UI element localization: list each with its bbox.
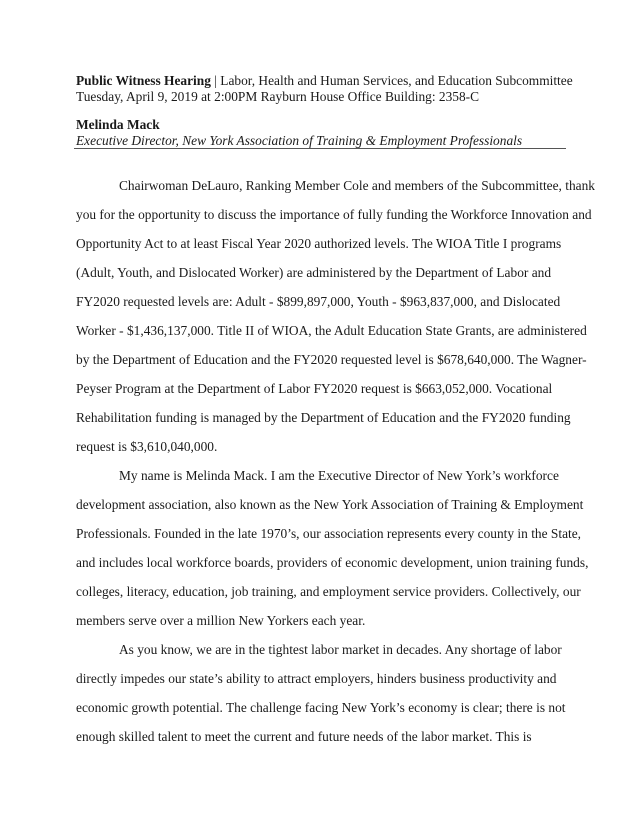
paragraph-1-line-2: you for the opportunity to discuss the importance of fully funding the Workforce Innovation and [76, 207, 592, 222]
paragraph-2-line-4: and includes local workforce boards, providers of economic development, union training funds, [76, 555, 589, 570]
paragraph-2-line-1: My name is Melinda Mack. I am the Executive Director of New York’s workforce [119, 468, 559, 483]
paragraph-3-line-3: economic growth potential. The challenge facing New York’s economy is clear; there is not [76, 700, 566, 715]
paragraph-2-line-5: colleges, literacy, education, job training, and employment service providers. Collectively, our [76, 584, 581, 599]
paragraph-1-line-1: Chairwoman DeLauro, Ranking Member Cole and members of the Subcommittee, thank [119, 178, 595, 193]
subcommittee-name: | Labor, Health and Human Services, and Education Subcommittee [210, 73, 573, 88]
hearing-title: Public Witness Hearing [76, 73, 211, 88]
paragraph-3-line-4: enough skilled talent to meet the current and future needs of the labor market. This is [76, 729, 532, 744]
paragraph-1-line-9: Rehabilitation funding is managed by the Department of Education and the FY2020 funding [76, 410, 571, 425]
hearing-header [76, 73, 576, 105]
paragraph-1-line-8: Peyser Program at the Department of Labor FY2020 request is $663,052,000. Vocational [76, 381, 553, 396]
paragraph-1-line-7: by the Department of Education and the FY2020 requested level is $678,640,000. The Wagner- [76, 352, 587, 367]
paragraph-1-line-6: Worker - $1,436,137,000. Title II of WIOA, the Adult Education State Grants, are administered [76, 323, 587, 338]
paragraph-1-line-3: Opportunity Act to at least Fiscal Year 2020 authorized levels. The WIOA Title I programs [76, 236, 562, 251]
paragraph-2-line-3: Professionals. Founded in the late 1970’s, our association represents every county in the State, [76, 526, 582, 541]
witness-name: Melinda Mack [76, 117, 160, 132]
paragraph-2-line-2: development association, also known as the New York Association of Training & Employment [76, 497, 584, 512]
witness-block [76, 117, 576, 149]
paragraph-3-line-2: directly impedes our state’s ability to attract employers, hinders business productivity and [76, 671, 557, 686]
witness-role: Executive Director, New York Association of Training & Employment Professionals [76, 133, 523, 148]
paragraph-1-line-5: FY2020 requested levels are: Adult - $899,897,000, Youth - $963,837,000, and Dislocated [76, 294, 561, 309]
hearing-title-line [76, 73, 576, 89]
hearing-date-location: Tuesday, April 9, 2019 at 2:00PM Rayburn House Office Building: 2358-C [76, 89, 480, 104]
paragraph-1-line-4: (Adult, Youth, and Dislocated Worker) are administered by the Department of Labor and [76, 265, 552, 280]
paragraph-1-line-10: request is $3,610,040,000. [76, 439, 218, 454]
paragraph-2-line-6: members serve over a million New Yorkers each year. [76, 613, 366, 628]
header-divider [74, 148, 566, 149]
paragraph-3-line-1: As you know, we are in the tightest labor market in decades. Any shortage of labor [119, 642, 562, 657]
